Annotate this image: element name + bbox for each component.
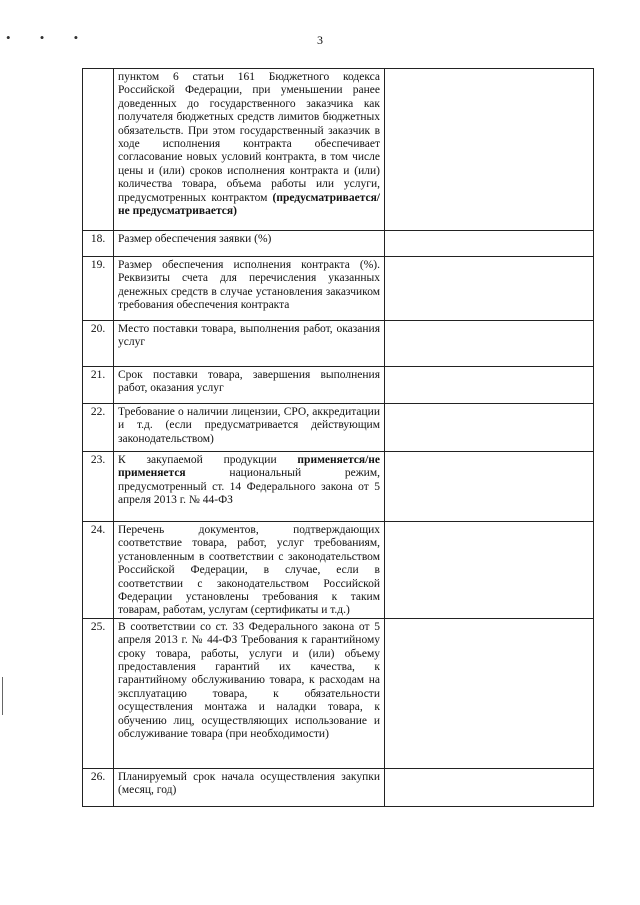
row-description: [114, 231, 385, 257]
text-fragment: Размер обеспечения исполнения контракта (%). Реквизиты счета для перечисления указанных денежных средств в случае установления заказчиком требования обеспечения контракта: [118, 259, 380, 312]
scan-margin-mark: [2, 677, 3, 715]
row-number: 25.: [83, 618, 114, 768]
text-fragment: Требование о наличии лицензии, СРО, аккредитации и т.д. (если предусматривается действующим законодательством): [118, 406, 380, 445]
table-row: [83, 321, 594, 367]
text-fragment: Место поставки товара, выполнения работ, оказания услуг: [118, 323, 380, 349]
row-description: [114, 69, 385, 231]
table-row: [83, 618, 594, 768]
text-fragment: Срок поставки товара, завершения выполнения работ, оказания услуг: [118, 369, 380, 395]
table-row: [83, 231, 594, 257]
value-cell: [385, 257, 594, 321]
procurement-table: [82, 68, 594, 807]
page-number: 3: [317, 33, 323, 47]
table-row: [83, 257, 594, 321]
row-number: 22.: [83, 404, 114, 452]
table-row: [83, 404, 594, 452]
row-number: 19.: [83, 257, 114, 321]
value-cell: [385, 367, 594, 404]
row-number: 24.: [83, 522, 114, 619]
text-fragment: В соответствии со ст. 33 Федерального закона от 5 апреля 2013 г. № 44-ФЗ Требования к гарантийному сроку товара, работы, услуги и (или) объему предоставления гарантий их качества, к гарантийному обслуживанию товара, к расходам на эксплуатацию товара, к обязательности осуществления монтажа и наладки товара, к обучению лиц, осуществляющих использование и обслуживание товара (при необходимости): [118, 620, 380, 741]
row-number: 21.: [83, 367, 114, 404]
row-description: [114, 618, 385, 768]
row-description: [114, 367, 385, 404]
value-cell: [385, 452, 594, 522]
text-fragment: пунктом 6 статьи 161 Бюджетного кодекса Российской Федерации, при уменьшении ранее доведенных до государственного заказчика как получателя бюджетных средств лимитов бюджетных обязательств. При этом государственный заказчик в ходе исполнения контракта обеспечивает согласование новых условий контракта, в том числе цены и (или) сроков исполнения контракта и (или) количества товара, объема работы или услуги, предусмотренных контрактом: [118, 71, 380, 204]
table-row: [83, 69, 594, 231]
text-fragment: национальный режим, предусмотренный ст. 14 Федерального закона от 5 апреля 2013 г. № 44-ФЗ: [118, 467, 380, 507]
bold-text: (предусматривается/не предусматривается): [118, 191, 380, 218]
text-fragment: Размер обеспечения заявки (%): [118, 233, 272, 245]
row-description: [114, 321, 385, 367]
row-description: [114, 768, 385, 806]
row-number: 26.: [83, 768, 114, 806]
row-description: [114, 257, 385, 321]
table-row: [83, 522, 594, 619]
row-number: [83, 69, 114, 231]
value-cell: [385, 69, 594, 231]
value-cell: [385, 321, 594, 367]
row-number: 20.: [83, 321, 114, 367]
row-description: [114, 404, 385, 452]
value-cell: [385, 618, 594, 768]
text-fragment: К закупаемой продукции: [118, 454, 298, 466]
value-cell: [385, 768, 594, 806]
text-fragment: Планируемый срок начала осуществления закупки (месяц, год): [118, 770, 380, 797]
scan-dots: • • •: [6, 30, 92, 45]
table-row: [83, 367, 594, 404]
row-description: [114, 452, 385, 522]
bold-text: применяется/не применяется: [118, 454, 380, 480]
text-fragment: Перечень документов, подтверждающих соответствие товара, работ, услуг требованиям, установленным в соответствии с законодательством Российской Федерации, в случае, если в соответствии с законодательством Российской Федерации установлены требования к таким товарам, работам, услугам (сертификаты и т.д.): [118, 524, 380, 617]
row-number: 18.: [83, 231, 114, 257]
value-cell: [385, 522, 594, 619]
table-row: [83, 452, 594, 522]
value-cell: [385, 404, 594, 452]
row-description: [114, 522, 385, 619]
row-number: 23.: [83, 452, 114, 522]
table-row: [83, 768, 594, 806]
value-cell: [385, 231, 594, 257]
